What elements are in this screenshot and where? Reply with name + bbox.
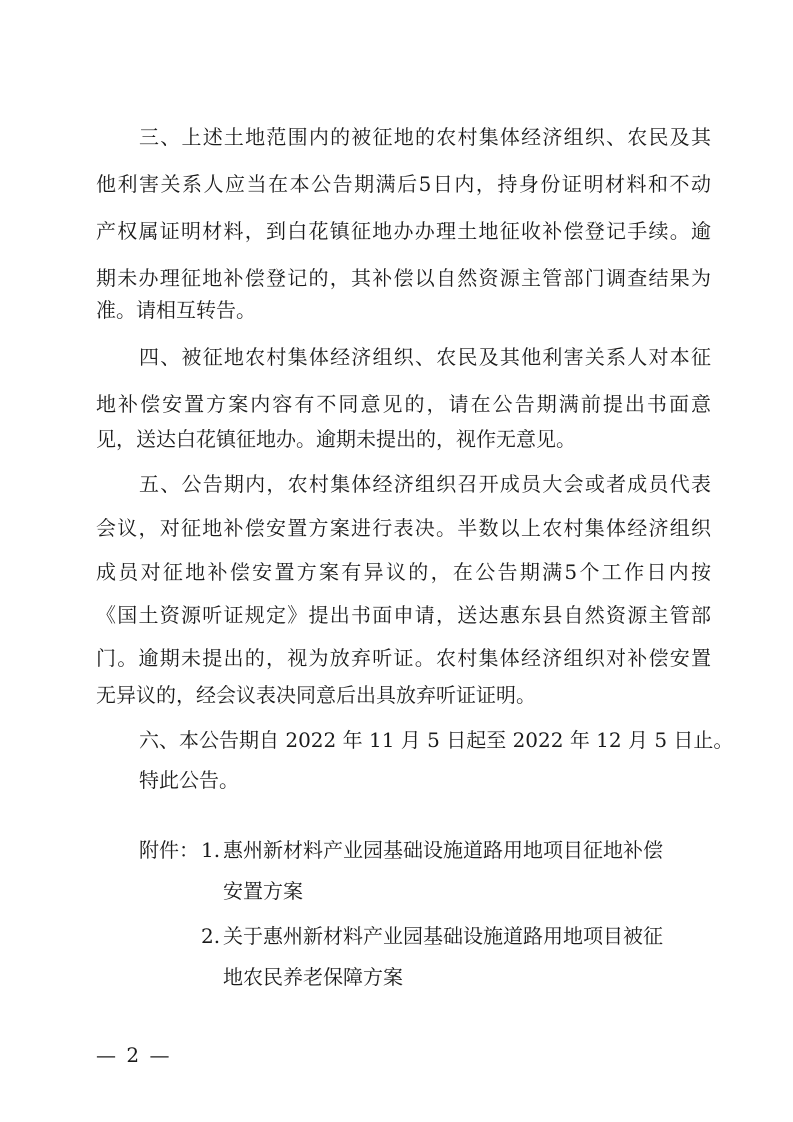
paragraph-line: 五、公告期内，农村集体经济组织召开成员大会或者成员代表 — [139, 472, 711, 496]
attachment-line: 惠州新材料产业园基础设施道路用地项目征地补偿 — [223, 838, 663, 862]
paragraph-line: 三、上述土地范围内的被征地的农村集体经济组织、农民及其 — [139, 125, 711, 149]
attachment-line: 安置方案 — [223, 879, 303, 903]
paragraph-line: 无异议的，经会议表决同意后出具放弃听证证明。 — [96, 683, 536, 707]
paragraph-line: 产权属证明材料，到白花镇征地办办理土地征收补偿登记手续。逾 — [96, 219, 711, 243]
closing-text: 特此公告。 — [139, 768, 239, 792]
paragraph-line: 期未办理征地补偿登记的，其补偿以自然资源主管部门调查结果为 — [96, 266, 711, 290]
paragraph-line: 会议，对征地补偿安置方案进行表决。半数以上农村集体经济组织 — [96, 516, 711, 540]
attachment-number: 1. — [201, 838, 221, 862]
paragraph-line: 准。请相互转告。 — [96, 298, 256, 322]
paragraph-6: 六、本公告期自 2022 年 11 月 5 日起至 2022 年 12 月 5 日止。 — [139, 728, 734, 752]
page-number: — 2 — — [96, 1043, 172, 1067]
paragraph-line: 四、被征地农村集体经济组织、农民及其他利害关系人对本征 — [139, 345, 711, 369]
paragraph-line: 地补偿安置方案内容有不同意见的，请在公告期满前提出书面意 — [96, 392, 711, 416]
paragraph-line: 成员对征地补偿安置方案有异议的，在公告期满5个工作日内按 — [96, 560, 711, 584]
paragraph-line: 见，送达白花镇征地办。逾期未提出的，视作无意见。 — [96, 427, 576, 451]
attachment-line: 地农民养老保障方案 — [223, 965, 403, 989]
attachments-label: 附件： — [139, 838, 199, 862]
paragraph-line: 门。逾期未提出的，视为放弃听证。农村集体经济组织对补偿安置 — [96, 646, 711, 670]
paragraph-line: 他利害关系人应当在本公告期满后5日内，持身份证明材料和不动 — [96, 172, 711, 196]
attachment-number: 2. — [201, 924, 221, 948]
attachment-line: 关于惠州新材料产业园基础设施道路用地项目被征 — [223, 924, 663, 948]
paragraph-line: 《国土资源听证规定》提出书面申请，送达惠东县自然资源主管部 — [96, 603, 711, 627]
